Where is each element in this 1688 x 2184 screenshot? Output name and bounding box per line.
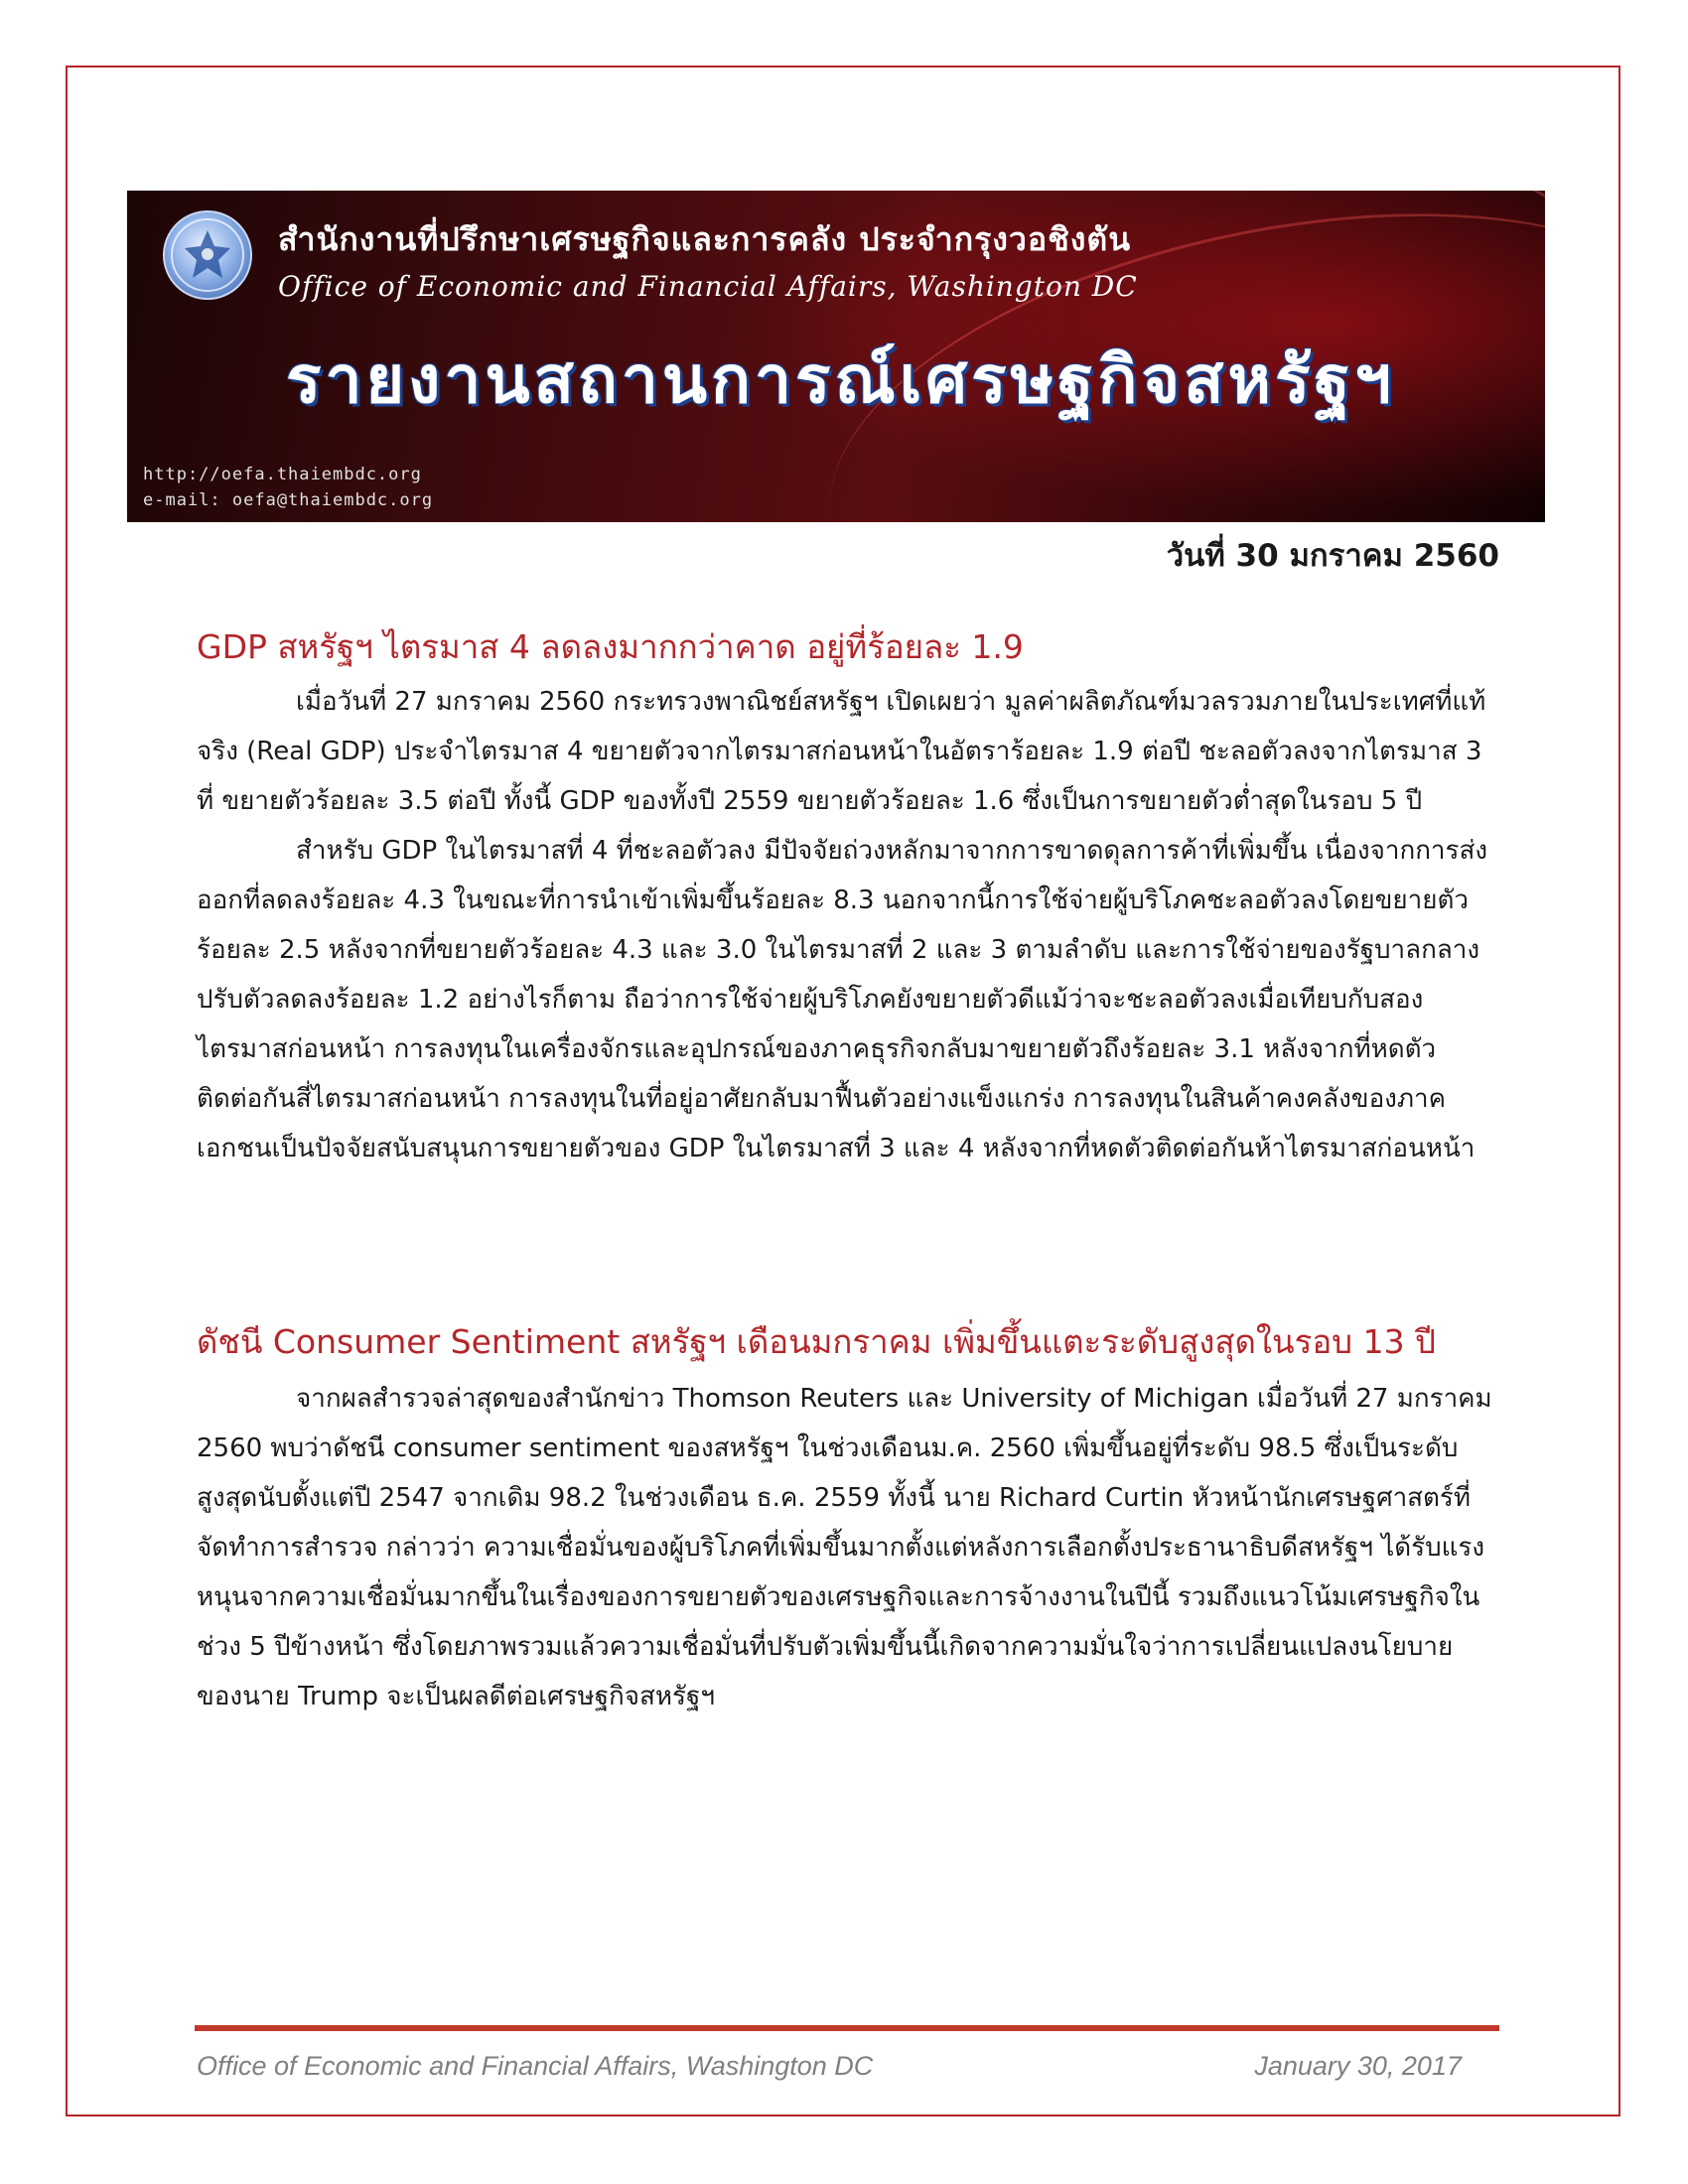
consumer-sentiment-section	[197, 1314, 1497, 1721]
gdp-section	[197, 619, 1497, 1173]
footer-office: Office of Economic and Financial Affairs, Washington DC	[197, 2051, 874, 2081]
agency-name-english: Office of Economic and Financial Affairs, Washington DC	[278, 270, 1138, 303]
gdp-paragraph-1: เมื่อวันที่ 27 มกราคม 2560 กระทรวงพาณิชย์สหรัฐฯ เปิดเผยว่า มูลค่าผลิตภัณฑ์มวลรวมภายในประเทศที่แท้จริง (Real GDP) ประจำไตรมาส 4 ขยายตัวจากไตรมาสก่อนหน้าในอัตราร้อยละ 1.9 ต่อปี ชะลอตัวลงจากไตรมาส 3 ที่ ขยายตัวร้อยละ 3.5 ต่อปี ทั้งนี้ GDP ของทั้งปี 2559 ขยายตัวร้อยละ 1.6 ซึ่งเป็นการขยายตัวต่ำสุดในรอบ 5 ปี	[197, 687, 1486, 816]
consumer-sentiment-heading: ดัชนี Consumer Sentiment สหรัฐฯ เดือนมกราคม เพิ่มขึ้นแตะระดับสูงสุดในรอบ 13 ปี	[197, 1322, 1437, 1361]
contact-email[interactable]: e-mail: oefa@thaiembdc.org	[143, 490, 434, 510]
gdp-paragraph-2: สำหรับ GDP ในไตรมาสที่ 4 ที่ชะลอตัวลง มีปัจจัยถ่วงหลักมาจากการขาดดุลการค้าที่เพิ่มขึ้น เนื่องจากการส่งออกที่ลดลงร้อยละ 4.3 ในขณะที่การนำเข้าเพิ่มขึ้นร้อยละ 8.3 นอกจากนี้การใช้จ่ายผู้บริโภคชะลอตัวลงโดยขยายตัวร้อยละ 2.5 หลังจากที่ขยายตัวร้อยละ 4.3 และ 3.0 ในไตรมาสที่ 2 และ 3 ตามลำดับ และการใช้จ่ายของรัฐบาลกลางปรับตัวลดลงร้อยละ 1.2 อย่างไรก็ตาม ถือว่าการใช้จ่ายผู้บริโภคยังขยายตัวดีแม้ว่าจะชะลอตัวลงเมื่อเทียบกับสองไตรมาสก่อนหน้า การลงทุนในเครื่องจักรและอุปกรณ์ของภาคธุรกิจกลับมาขยายตัวถึงร้อยละ 3.1 หลังจากที่หดตัวติดต่อกันสี่ไตรมาสก่อนหน้า การลงทุนในที่อยู่อาศัยกลับมาฟื้นตัวอย่างแข็งแกร่ง การลงทุนในสินค้าคงคลังของภาคเอกชนเป็นปัจจัยสนับสนุนการขยายตัวของ GDP ในไตรมาสที่ 3 และ 4 หลังจากที่หดตัวติดต่อกันห้าไตรมาสก่อนหน้า	[197, 836, 1488, 1163]
website-url[interactable]: http://oefa.thaiembdc.org	[143, 465, 422, 484]
header-banner	[127, 191, 1545, 522]
report-title: รายงานสถานการณ์เศรษฐกิจสหรัฐฯ	[286, 341, 1395, 418]
gdp-heading: GDP สหรัฐฯ ไตรมาส 4 ลดลงมากกว่าคาด อยู่ที่ร้อยละ 1.9	[197, 627, 1024, 666]
footer-date: January 30, 2017	[1254, 2051, 1462, 2081]
consumer-sentiment-paragraph: จากผลสำรวจล่าสุดของสำนักข่าว Thomson Reuters และ University of Michigan เมื่อวันที่ 27 มกราคม 2560 พบว่าดัชนี consumer sentiment ของสหรัฐฯ ในช่วงเดือนม.ค. 2560 เพิ่มขึ้นอยู่ที่ระดับ 98.5 ซึ่งเป็นระดับสูงสุดนับตั้งแต่ปี 2547 จากเดิม 98.2 ในช่วงเดือน ธ.ค. 2559 ทั้งนี้ นาย Richard Curtin หัวหน้านักเศรษฐศาสตร์ที่จัดทำการสำรวจ กล่าวว่า ความเชื่อมั่นของผู้บริโภคที่เพิ่มขึ้นมากตั้งแต่หลังการเลือกตั้งประธานาธิบดีสหรัฐฯ ได้รับแรงหนุนจากความเชื่อมั่นมากขึ้นในเรื่องของการขยายตัวของเศรษฐกิจและการจ้างงานในปีนี้ รวมถึงแนวโน้มเศรษฐกิจในช่วง 5 ปีข้างหน้า ซึ่งโดยภาพรวมแล้วความเชื่อมั่นที่ปรับตัวเพิ่มขึ้นนี้เกิดจากความมั่นใจว่าการเปลี่ยนแปลงนโยบายของนาย Trump จะเป็นผลดีต่อเศรษฐกิจสหรัฐฯ	[197, 1384, 1492, 1711]
garuda-seal-icon	[163, 210, 252, 300]
report-date: วันที่ 30 มกราคม 2560	[1166, 538, 1499, 574]
agency-name-thai: สำนักงานที่ปรึกษาเศรษฐกิจและการคลัง ประจำกรุงวอชิงตัน	[278, 220, 1132, 258]
footer-divider	[195, 2025, 1499, 2031]
